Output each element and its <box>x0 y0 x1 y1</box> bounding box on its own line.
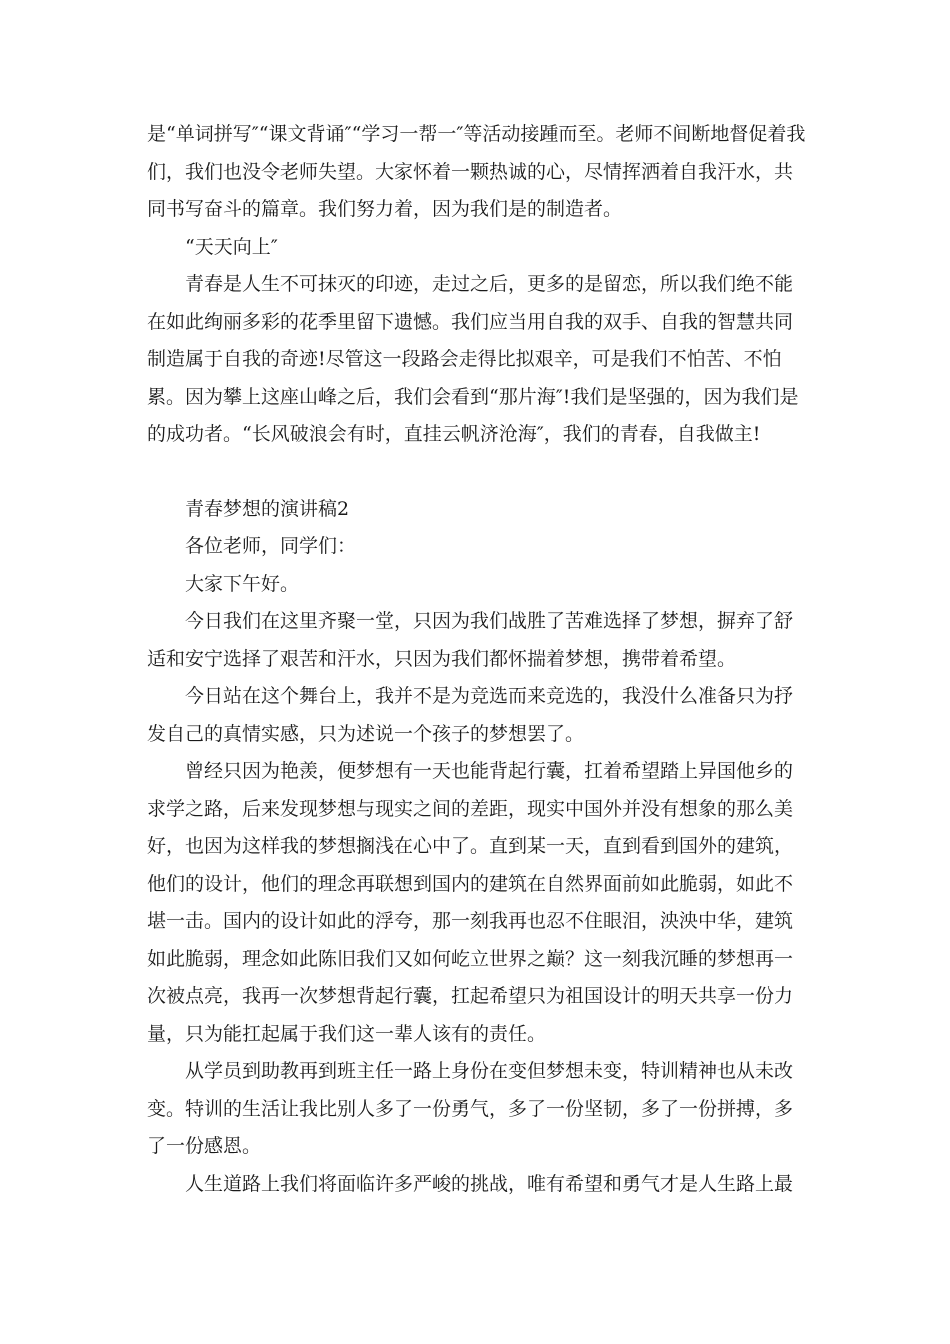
section-heading-tiantian: “天天向上″ <box>185 235 278 258</box>
speech-title: 青春梦想的演讲稿2 <box>185 497 350 520</box>
paragraph-youth: 青春是人生不可抹灭的印迹，走过之后，更多的是留恋，所以我们绝不能在如此绚丽多彩的花季里留下遗憾。我们应当用自我的双手、自我的智慧共同制造属于自我的奇迹!尽管这一段路会走得比拟艰辛，可是我们不怕苦、不怕累。因为攀上这座山峰之后，我们会看到“那片海″!我们是坚强的，因为我们是的成功者。“长风破浪会有时，直挂云帆济沧海″，我们的青春，自我做主! <box>147 273 799 445</box>
afternoon-greeting: 大家下午好。 <box>185 572 300 595</box>
paragraph-stage: 今日站在这个舞台上，我并不是为竞选而来竞选的，我没什么准备只为抒发自己的真情实感，只为述说一个孩子的梦想罢了。 <box>147 685 794 745</box>
paragraph-activities: 是“单词拼写″“课文背诵″“学习一帮一″等活动接踵而至。老师不间断地督促着我们，我们也没令老师失望。大家怀着一颗热诚的心，尽情挥洒着自我汗水，共同书写奋斗的篇章。我们努力着，因为我们是的制造者。 <box>147 123 806 220</box>
section-gap <box>147 454 807 491</box>
paragraph-challenges: 人生道路上我们将面临许多严峻的挑战，唯有希望和勇气才是人生路上最 <box>185 1172 794 1195</box>
paragraph-gathering: 今日我们在这里齐聚一堂，只因为我们战胜了苦难选择了梦想，摒弃了舒适和安宁选择了艰苦和汗水，只因为我们都怀揣着梦想，携带着希望。 <box>147 610 794 670</box>
greeting: 各位老师，同学们： <box>185 535 357 557</box>
paragraph-training: 从学员到助教再到班主任一路上身份在变但梦想未变，特训精神也从未改变。特训的生活让我比别人多了一份勇气，多了一份坚韧，多了一份拼搏，多了一份感恩。 <box>147 1060 794 1157</box>
paragraph-dream: 曾经只因为艳羡，便梦想有一天也能背起行囊，扛着希望踏上异国他乡的求学之路，后来发现梦想与现实之间的差距，现实中国外并没有想象的那么美好，也因为这样我的梦想搁浅在心中了。直到某一天，直到看到国外的建筑，他们的设计，他们的理念再联想到国内的建筑在自然界面前如此脆弱，如此不堪一击。国内的设计如此的浮夸，那一刻我再也忍不住眼泪，泱泱中华，建筑如此脆弱，理念如此陈旧我们又如何屹立世界之巅？这一刻我沉睡的梦想再一次被点亮，我再一次梦想背起行囊，扛起希望只为祖国设计的明天共享一份力量，只为能扛起属于我们这一辈人该有的责任。 <box>147 760 794 1045</box>
document-body <box>147 116 807 1203</box>
